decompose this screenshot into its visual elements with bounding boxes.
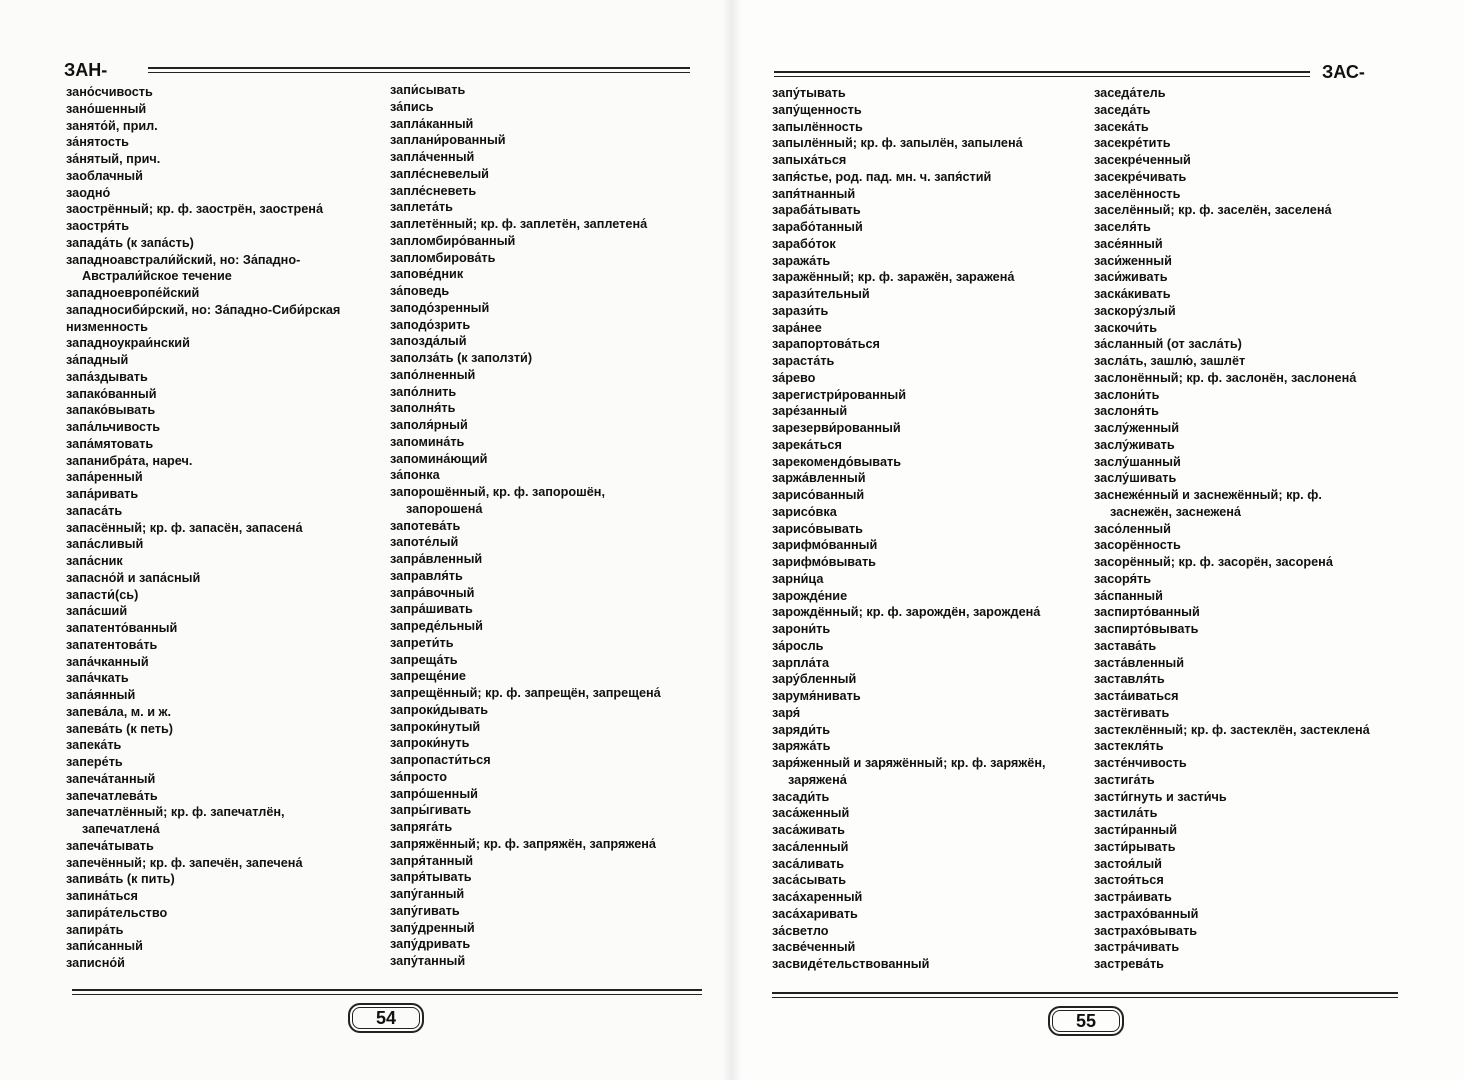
dictionary-entry: зарека́ться bbox=[772, 437, 842, 452]
dictionary-entry: зарезерви́рованный bbox=[772, 421, 901, 435]
dictionary-entry: запле́сневеть bbox=[390, 183, 477, 198]
dictionary-entry: запа́сший bbox=[66, 604, 128, 619]
dictionary-entry: запечатлева́ть bbox=[66, 788, 158, 803]
dictionary-entry: засвиде́тельствованный bbox=[772, 957, 930, 971]
dictionary-entry: запыха́ться bbox=[772, 153, 847, 167]
dictionary-entry: запле́сневелый bbox=[390, 166, 489, 181]
dictionary-entry: запо́лненный bbox=[390, 367, 476, 382]
dictionary-entry: запреща́ть bbox=[390, 652, 458, 667]
dictionary-entry: застоя́ться bbox=[1094, 873, 1164, 888]
left-footer-rule bbox=[72, 989, 702, 995]
dictionary-entry: заслони́ть bbox=[1094, 387, 1160, 402]
dictionary-entry: запла́ченный bbox=[390, 150, 475, 164]
dictionary-entry: запрещённый; кр. ф. запрещён, запрещена́ bbox=[390, 686, 661, 700]
dictionary-entry: запотева́ть bbox=[390, 518, 461, 533]
dictionary-entry: запечённый; кр. ф. запечён, запечена́ bbox=[66, 855, 303, 870]
dictionary-entry: заса́харивать bbox=[772, 906, 858, 921]
dictionary-entry: заподо́зрить bbox=[390, 317, 471, 332]
dictionary-entry: заснеже́нный и заснежённый; кр. ф. bbox=[1094, 488, 1322, 502]
dictionary-entry: засека́ть bbox=[1094, 119, 1149, 134]
dictionary-entry: запу́щенность bbox=[772, 102, 862, 117]
dictionary-entry: заслу́шивать bbox=[1094, 471, 1177, 486]
dictionary-entry: запроки́дывать bbox=[390, 702, 489, 717]
dictionary-entry: заря́женный и заряжённый; кр. ф. заряжён, bbox=[772, 756, 1046, 770]
dictionary-entry: засте́нчивость bbox=[1094, 756, 1187, 770]
dictionary-entry: заса́сывать bbox=[772, 873, 847, 888]
dictionary-entry: за́сланный (от засла́ть) bbox=[1094, 337, 1242, 352]
dictionary-entry: запева́ть (к петь) bbox=[66, 721, 174, 736]
dictionary-entry: заселённость bbox=[1094, 186, 1181, 201]
dictionary-entry: заскочи́ть bbox=[1094, 320, 1158, 335]
dictionary-entry: заста́иваться bbox=[1094, 689, 1179, 703]
dictionary-entry: заржа́вленный bbox=[772, 471, 866, 486]
dictionary-entry: застила́ть bbox=[1094, 806, 1158, 821]
dictionary-entry: зара́нее bbox=[772, 320, 822, 335]
dictionary-entry: зарисо́вывать bbox=[772, 521, 863, 536]
dictionary-entry: за́росль bbox=[772, 638, 824, 653]
dictionary-entry: заполя́рный bbox=[390, 418, 468, 432]
dictionary-entry: заряжа́ть bbox=[772, 739, 831, 754]
dictionary-entry: зано́счивость bbox=[66, 85, 153, 99]
dictionary-entry: западноукраи́нский bbox=[66, 336, 190, 351]
dictionary-entry: запроки́нуть bbox=[390, 736, 470, 751]
dictionary-entry: застра́ивать bbox=[1094, 890, 1172, 904]
dictionary-entry: за́нятость bbox=[66, 135, 129, 150]
dictionary-entry: запоте́лый bbox=[390, 535, 459, 550]
dictionary-entry: засекре́ченный bbox=[1094, 153, 1191, 167]
dictionary-entry: запя́стье, род. пад. мн. ч. запя́стий bbox=[772, 169, 992, 184]
dictionary-entry: застекля́ть bbox=[1094, 739, 1164, 754]
dictionary-entry: запо́лнить bbox=[390, 384, 457, 399]
dictionary-entry: засорённость bbox=[1094, 538, 1181, 553]
dictionary-entry: застрахо́вывать bbox=[1094, 923, 1198, 938]
dictionary-entry: зарифмо́ванный bbox=[772, 538, 878, 553]
dictionary-entry: запроки́нутый bbox=[390, 719, 481, 734]
dictionary-entry: засе́янный bbox=[1094, 236, 1163, 251]
dictionary-entry: запа́здывать bbox=[66, 369, 148, 384]
dictionary-entry: запу́танный bbox=[390, 954, 466, 968]
dictionary-entry: запреде́льный bbox=[390, 619, 483, 633]
dictionary-entry: запа́ривать bbox=[66, 487, 139, 501]
dictionary-entry: запозда́лый bbox=[390, 334, 467, 349]
dictionary-entry: запломбиро́ванный bbox=[390, 233, 516, 248]
dictionary-entry: запряжённый; кр. ф. запряжён, запряжена́ bbox=[390, 836, 656, 851]
dictionary-entry: засекре́чивать bbox=[1094, 169, 1187, 184]
dictionary-entry: запанибра́та, нареч. bbox=[66, 453, 193, 468]
dictionary-entry: запорошена́ bbox=[406, 501, 483, 516]
dictionary-entry: запя́тнанный bbox=[772, 186, 856, 201]
dictionary-entry: засекре́тить bbox=[1094, 136, 1171, 151]
dictionary-entry: засти́ранный bbox=[1094, 823, 1178, 837]
dictionary-entry: заста́вленный bbox=[1094, 655, 1185, 670]
dictionary-entry: заси́живать bbox=[1094, 270, 1168, 285]
dictionary-entry: заре́занный bbox=[772, 404, 848, 419]
dictionary-entry: зарони́ть bbox=[772, 622, 831, 636]
dictionary-entry: заскору́злый bbox=[1094, 303, 1176, 318]
dictionary-entry: запреще́ние bbox=[390, 669, 466, 684]
dictionary-entry: запу́дривать bbox=[390, 937, 471, 952]
dictionary-entry: застига́ть bbox=[1094, 772, 1155, 787]
dictionary-entry: зарабо́ток bbox=[772, 236, 836, 251]
dictionary-entry: заплетённый; кр. ф. заплетён, заплетена́ bbox=[390, 217, 648, 231]
dictionary-entry: заслу́шанный bbox=[1094, 454, 1181, 469]
dictionary-entry: зарекомендо́вывать bbox=[772, 454, 902, 469]
dictionary-entry: запако́ванный bbox=[66, 386, 157, 401]
dictionary-entry: запрети́ть bbox=[390, 635, 454, 650]
dictionary-entry: запу́гивать bbox=[390, 903, 460, 918]
dictionary-entry: запа́янный bbox=[66, 688, 136, 702]
dictionary-entry: заса́ливать bbox=[772, 856, 845, 871]
dictionary-entry: зарумя́нивать bbox=[772, 689, 861, 703]
dictionary-entry: за́поведь bbox=[390, 284, 450, 298]
dictionary-entry: зарабо́танный bbox=[772, 220, 863, 234]
dictionary-entry: зару́бленный bbox=[772, 672, 857, 687]
right-page-number: 55 bbox=[1048, 1006, 1124, 1036]
dictionary-entry: за́просто bbox=[390, 769, 448, 784]
dictionary-entry: зарифмо́вывать bbox=[772, 555, 876, 569]
dictionary-entry: за́рево bbox=[772, 370, 816, 385]
dictionary-entry: заряди́ть bbox=[772, 722, 831, 737]
dictionary-entry: за́нятый, прич. bbox=[66, 152, 161, 166]
dictionary-entry: запасти́(сь) bbox=[66, 587, 139, 602]
dictionary-entry: заселя́ть bbox=[1094, 220, 1151, 234]
dictionary-entry: застоя́лый bbox=[1094, 856, 1162, 871]
dictionary-entry: зараста́ть bbox=[772, 354, 835, 368]
dictionary-entry: заседа́тель bbox=[1094, 86, 1166, 100]
dictionary-entry: заспирто́вывать bbox=[1094, 622, 1199, 636]
dictionary-entry: за́спанный bbox=[1094, 588, 1163, 603]
dictionary-entry: запря́тывать bbox=[390, 870, 472, 885]
dictionary-entry: запа́ренный bbox=[66, 470, 143, 485]
dictionary-entry: запива́ть (к пить) bbox=[66, 872, 175, 887]
dictionary-entry: застрахо́ванный bbox=[1094, 906, 1199, 921]
dictionary-entry: заслонённый; кр. ф. заслонён, заслонена́ bbox=[1094, 370, 1357, 385]
dictionary-entry: заострённый; кр. ф. заострён, заострена́ bbox=[66, 202, 324, 217]
dictionary-entry: запряга́ть bbox=[390, 820, 453, 834]
dictionary-entry: заставля́ть bbox=[1094, 672, 1165, 687]
dictionary-entry: заслоня́ть bbox=[1094, 404, 1159, 419]
dictionary-entry: записно́й bbox=[66, 956, 125, 970]
dictionary-entry: застрева́ть bbox=[1094, 957, 1164, 971]
dictionary-entry: засо́ленный bbox=[1094, 521, 1171, 536]
dictionary-entry: за́понка bbox=[390, 468, 440, 483]
dictionary-entry: запеча́танный bbox=[66, 771, 156, 786]
dictionary-entry: запропасти́ться bbox=[390, 753, 491, 767]
dictionary-entry: запа́чкать bbox=[66, 671, 129, 686]
dictionary-entry: заоблачный bbox=[66, 168, 143, 183]
dictionary-entry: запа́льчивость bbox=[66, 420, 161, 434]
dictionary-entry: засла́ть, зашлю́, зашлёт bbox=[1094, 354, 1246, 368]
dictionary-entry: запи́сывать bbox=[390, 83, 466, 97]
dictionary-entry: заостря́ть bbox=[66, 219, 130, 233]
dictionary-entry: западноевропе́йский bbox=[66, 286, 200, 300]
dictionary-entry: запу́ганный bbox=[390, 887, 465, 901]
dictionary-entry: заседа́ть bbox=[1094, 102, 1151, 117]
dictionary-entry: Австрали́йское течение bbox=[82, 269, 232, 284]
dictionary-entry: заодно́ bbox=[66, 185, 111, 200]
dictionary-entry: запра́шивать bbox=[390, 602, 473, 617]
dictionary-entry: за́падный bbox=[66, 353, 129, 367]
dictionary-entry: запомина́ть bbox=[390, 434, 465, 449]
right-footer-rule bbox=[772, 992, 1398, 998]
dictionary-entry: за́пись bbox=[390, 99, 434, 114]
dictionary-entry: застра́чивать bbox=[1094, 940, 1180, 955]
dictionary-entry: запломбирова́ть bbox=[390, 250, 496, 265]
dictionary-entry: запа́чканный bbox=[66, 654, 149, 669]
dictionary-entry: зарегистри́рованный bbox=[772, 387, 907, 402]
dictionary-entry: запаса́ть bbox=[66, 503, 123, 518]
dictionary-entry: запове́дник bbox=[390, 267, 464, 282]
dictionary-entry: засти́гнуть и засти́чь bbox=[1094, 789, 1227, 804]
dictionary-entry: запада́ть (к запа́сть) bbox=[66, 235, 194, 250]
dictionary-entry: запа́мятовать bbox=[66, 436, 154, 451]
dictionary-entry: запева́ла, м. и ж. bbox=[66, 704, 172, 719]
dictionary-entry: зарисо́вка bbox=[772, 504, 837, 519]
dictionary-entry: заправля́ть bbox=[390, 568, 463, 583]
left-column-2 bbox=[390, 82, 661, 970]
dictionary-entry: западносиби́рский, но: За́падно-Сиби́рская bbox=[66, 302, 341, 317]
dictionary-entry: запира́ть bbox=[66, 922, 124, 937]
dictionary-entry: запомина́ющий bbox=[390, 451, 488, 466]
dictionary-entry: заска́кивать bbox=[1094, 287, 1171, 301]
left-page-header: ЗАН- bbox=[64, 60, 108, 80]
dictionary-entry: заспирто́ванный bbox=[1094, 605, 1200, 620]
dictionary-entry: зараба́тывать bbox=[772, 203, 861, 218]
dictionary-entry: запира́тельство bbox=[66, 905, 168, 920]
dictionary-entry: занято́й, прил. bbox=[66, 118, 158, 133]
dictionary-entry: заплета́ть bbox=[390, 200, 453, 215]
right-page bbox=[732, 0, 1464, 1080]
dictionary-entry: запу́тывать bbox=[772, 86, 846, 100]
dictionary-entry: запылённый; кр. ф. запылён, запылена́ bbox=[772, 136, 1023, 151]
dictionary-entry: запылённость bbox=[772, 119, 863, 134]
dictionary-entry: зарпла́та bbox=[772, 655, 829, 670]
dictionary-entry: запа́сливый bbox=[66, 537, 144, 552]
dictionary-entry: заси́женный bbox=[1094, 253, 1172, 268]
dictionary-entry: заполза́ть (к заползти́) bbox=[390, 351, 533, 365]
book-gutter bbox=[722, 0, 742, 1080]
dictionary-entry: запатентова́ть bbox=[66, 637, 158, 652]
dictionary-entry: заса́живать bbox=[772, 823, 845, 837]
dictionary-entry: запорошённый, кр. ф. запорошён, bbox=[390, 485, 605, 499]
dictionary-entry: зарисо́ванный bbox=[772, 488, 865, 502]
dictionary-entry: зано́шенный bbox=[66, 101, 147, 116]
left-column-1 bbox=[66, 84, 340, 972]
dictionary-entry: заража́ть bbox=[772, 253, 831, 268]
dictionary-entry: зарождённый; кр. ф. зарождён, зарождена́ bbox=[772, 605, 1041, 620]
right-column-2 bbox=[1094, 85, 1370, 973]
dictionary-entry: заснежён, заснежена́ bbox=[1110, 504, 1241, 519]
dictionary-entry: запатенто́ванный bbox=[66, 621, 178, 635]
dictionary-entry: застеклённый; кр. ф. застеклён, застеклена́ bbox=[1094, 722, 1370, 737]
dictionary-entry: заражённый; кр. ф. заражён, заражена́ bbox=[772, 270, 1015, 285]
dictionary-entry: заря́ bbox=[772, 705, 801, 720]
dictionary-entry: запасённый; кр. ф. запасён, запасена́ bbox=[66, 520, 303, 535]
dictionary-entry: запра́вочный bbox=[390, 585, 475, 600]
dictionary-entry: зарни́ца bbox=[772, 571, 824, 586]
dictionary-entry: засоря́ть bbox=[1094, 571, 1152, 586]
dictionary-entry: застёгивать bbox=[1094, 705, 1170, 720]
dictionary-entry: заряжена́ bbox=[788, 772, 847, 787]
dictionary-entry: запако́вывать bbox=[66, 403, 156, 418]
dictionary-entry: заса́харенный bbox=[772, 890, 863, 904]
dictionary-entry: запеча́тывать bbox=[66, 838, 154, 853]
dictionary-entry: западноавстрали́йский, но: За́падно- bbox=[66, 252, 301, 267]
dictionary-entry: заполня́ть bbox=[390, 401, 456, 416]
dictionary-entry: засве́ченный bbox=[772, 940, 856, 955]
dictionary-entry: зарожде́ние bbox=[772, 588, 848, 603]
dictionary-entry: запечатлена́ bbox=[82, 822, 160, 836]
left-header-rule bbox=[148, 67, 690, 73]
dictionary-entry: заслу́женный bbox=[1094, 421, 1180, 435]
dictionary-entry: зарази́тельный bbox=[772, 287, 870, 301]
dictionary-entry: запина́ться bbox=[66, 889, 138, 903]
dictionary-entry: низменность bbox=[66, 319, 148, 334]
dictionary-entry: зарази́ть bbox=[772, 303, 829, 318]
dictionary-entry: засорённый; кр. ф. засорён, засорена́ bbox=[1094, 555, 1333, 569]
right-header-rule bbox=[774, 71, 1310, 77]
dictionary-entry: заса́ленный bbox=[772, 839, 849, 854]
dictionary-entry: запла́канный bbox=[390, 116, 474, 131]
dictionary-entry: запере́ть bbox=[66, 755, 123, 769]
dictionary-entry: запасно́й и запа́сный bbox=[66, 570, 201, 585]
dictionary-entry: запра́вленный bbox=[390, 552, 483, 566]
dictionary-entry: заплани́рованный bbox=[390, 133, 506, 148]
dictionary-entry: засади́ть bbox=[772, 789, 830, 804]
dictionary-entry: запа́сник bbox=[66, 554, 123, 568]
dictionary-entry: заслу́живать bbox=[1094, 437, 1175, 452]
dictionary-entry: засти́рывать bbox=[1094, 839, 1176, 854]
dictionary-entry: запека́ть bbox=[66, 738, 122, 753]
dictionary-entry: застава́ть bbox=[1094, 638, 1157, 653]
dictionary-entry: заса́женный bbox=[772, 806, 850, 821]
dictionary-entry: запечатлённый; кр. ф. запечатлён, bbox=[66, 805, 285, 820]
right-column-1 bbox=[772, 85, 1046, 973]
right-page-header: ЗАС- bbox=[1322, 62, 1365, 82]
left-page-number: 54 bbox=[348, 1003, 424, 1033]
dictionary-entry: за́светло bbox=[772, 923, 829, 938]
dictionary-entry: запу́дренный bbox=[390, 920, 475, 935]
dictionary-entry: запря́танный bbox=[390, 853, 474, 868]
dictionary-entry: заподо́зренный bbox=[390, 300, 490, 315]
dictionary-entry: зарапортова́ться bbox=[772, 337, 880, 352]
dictionary-entry: запры́гивать bbox=[390, 803, 472, 818]
dictionary-entry: заселённый; кр. ф. заселён, заселена́ bbox=[1094, 203, 1332, 218]
dictionary-entry: запро́шенный bbox=[390, 786, 478, 801]
dictionary-entry: запи́санный bbox=[66, 939, 143, 954]
